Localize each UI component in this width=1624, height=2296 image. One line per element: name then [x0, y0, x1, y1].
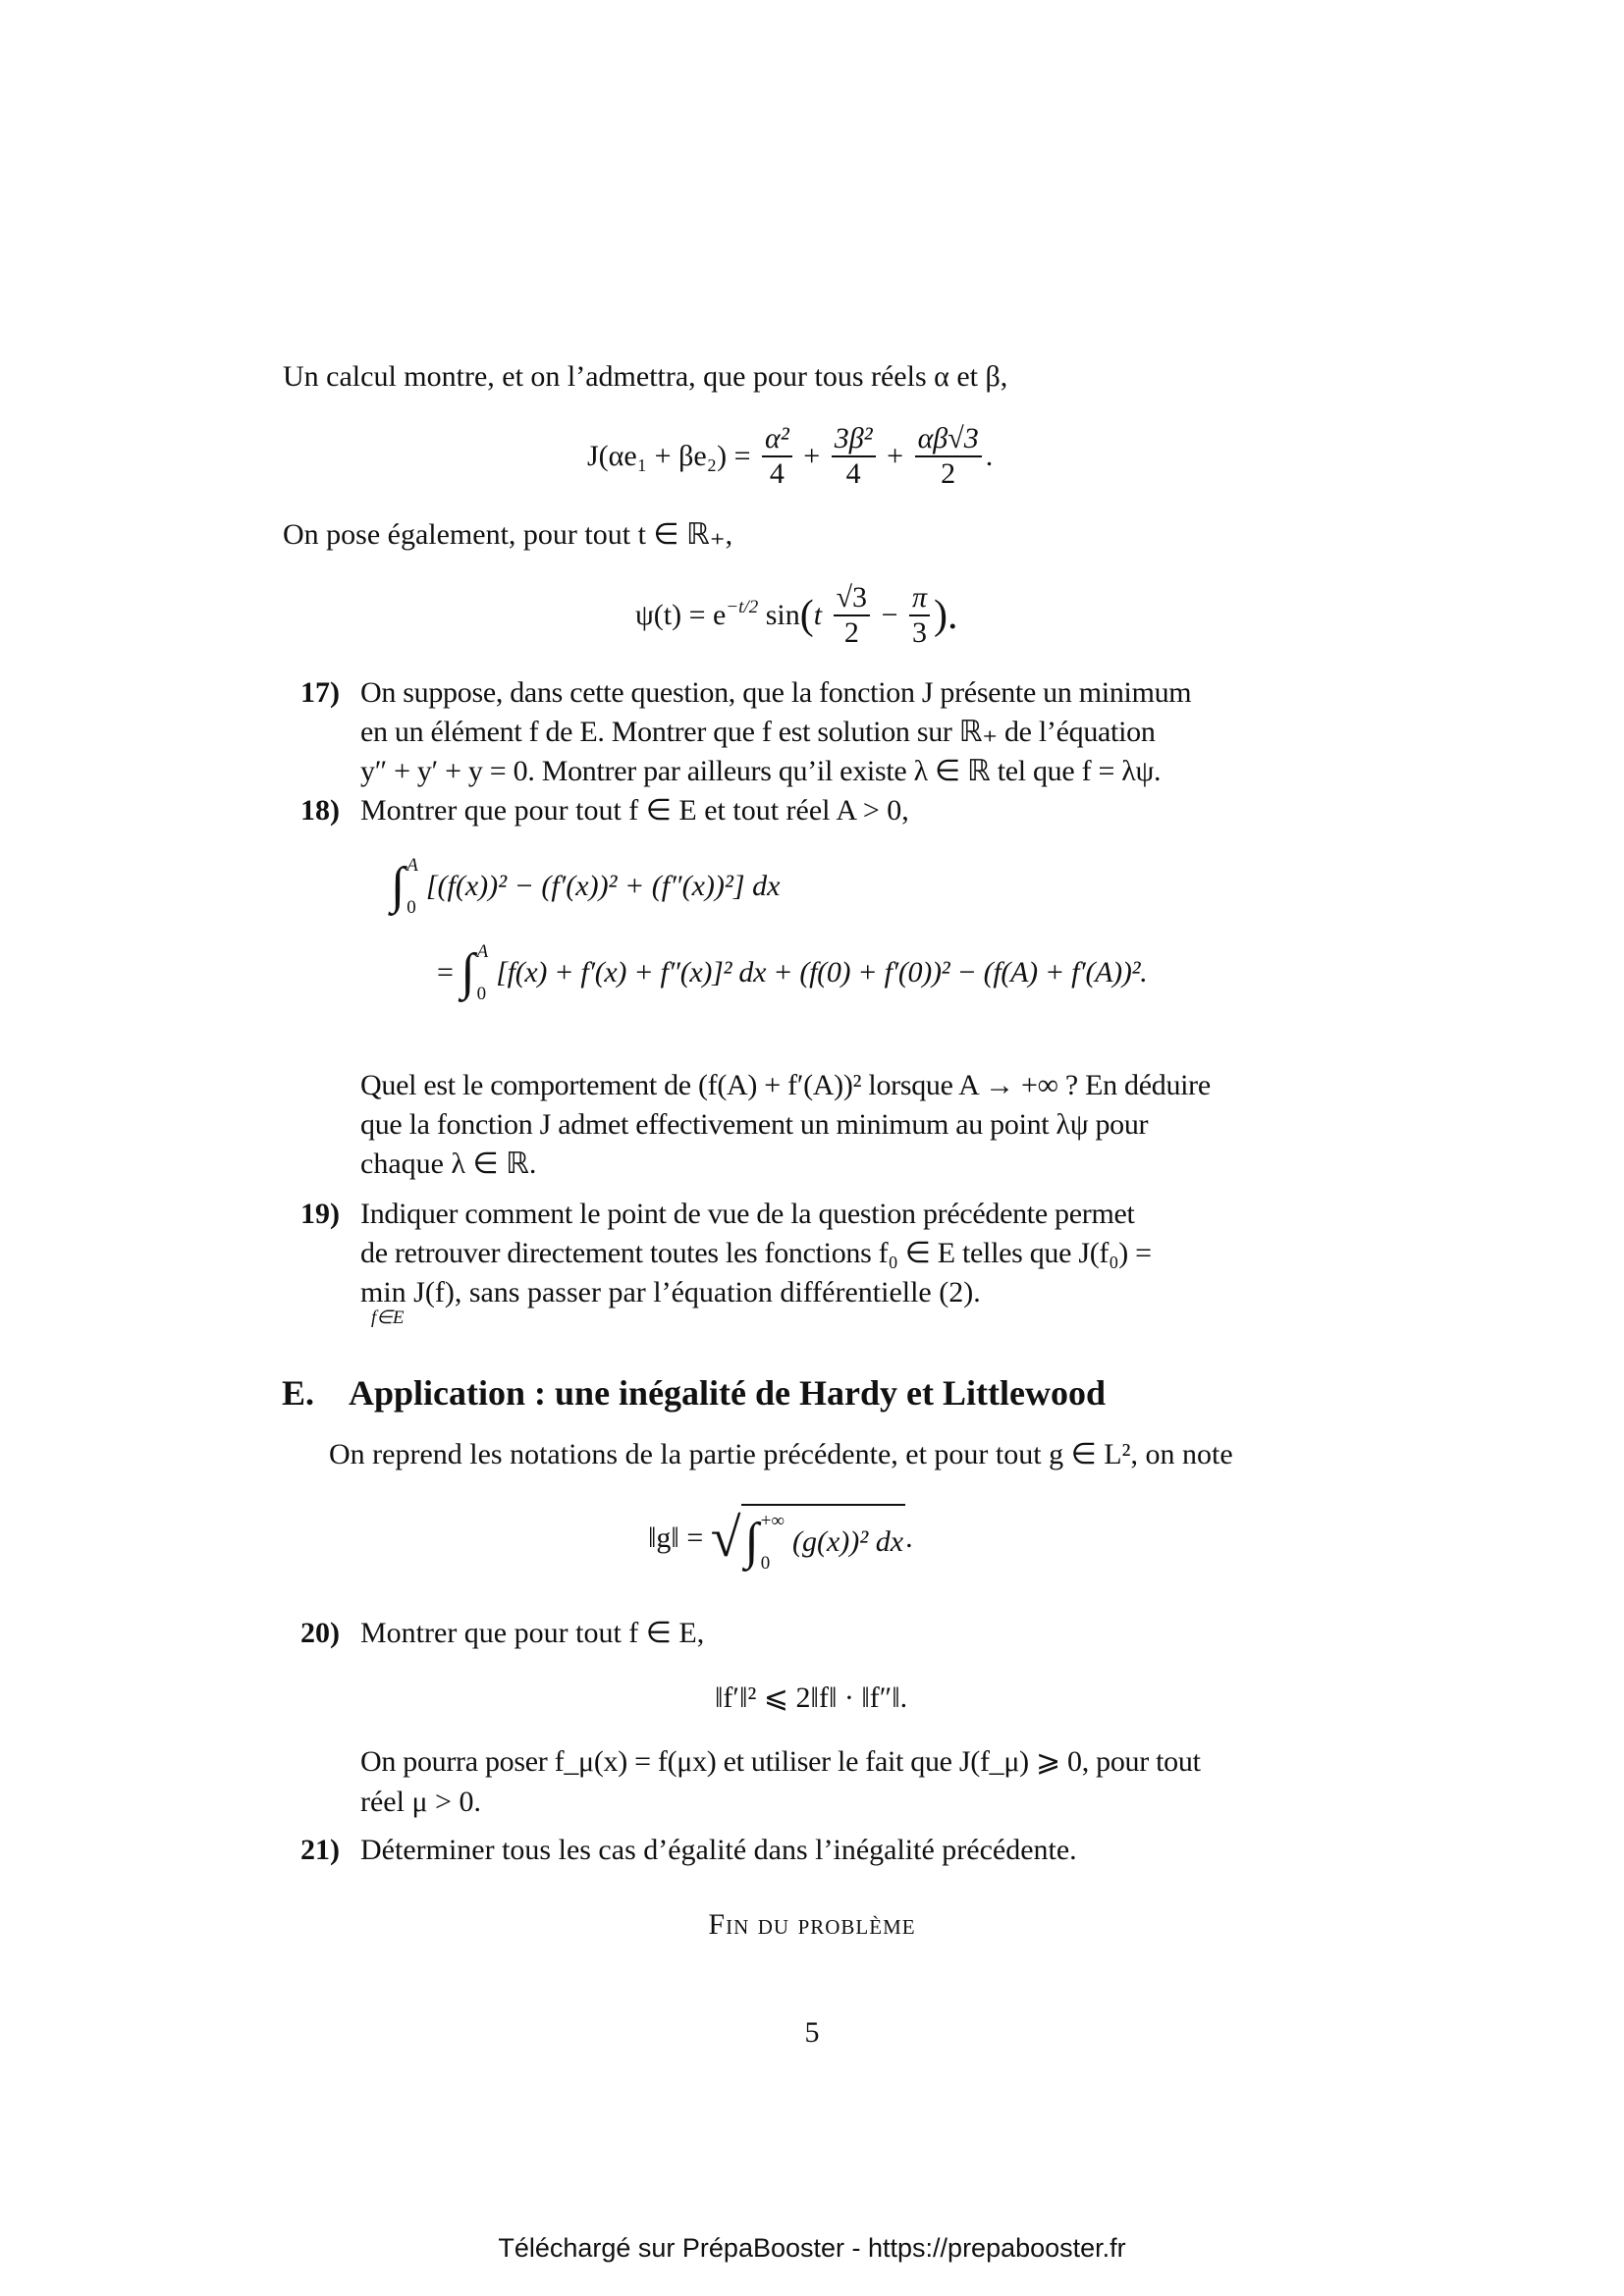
question-number-20: 20)	[300, 1617, 340, 1649]
formula-psi	[635, 581, 958, 650]
integral-group	[745, 1512, 785, 1573]
lower-limit: 0	[476, 984, 487, 1004]
norm-formula	[648, 1504, 913, 1582]
q19-line-3	[360, 1275, 1341, 1332]
fraction-3beta2-over-4	[832, 422, 876, 491]
denominator: 4	[762, 455, 792, 491]
period: .	[905, 1522, 913, 1554]
q19-line-1: Indiquer comment le point de vue de la question précédente permet	[360, 1198, 1135, 1230]
exponent: −t/2	[726, 597, 759, 617]
download-footer: Téléchargé sur PrépaBooster - https://prepabooster.fr	[498, 2233, 1126, 2263]
formula-J	[587, 422, 993, 491]
plus-sign: +	[803, 440, 821, 472]
open-paren: (	[799, 593, 814, 638]
psi-lhs-text: ψ(t) = e	[635, 599, 727, 631]
question-number-17: 17)	[300, 676, 340, 709]
integrand: (g(x))² dx	[792, 1525, 904, 1558]
denominator: 3	[909, 614, 930, 650]
fraction-sqrt3-over-2	[834, 581, 870, 650]
section-heading-E	[282, 1372, 1106, 1414]
numerator: π	[911, 581, 928, 614]
numerator: √3	[836, 581, 868, 614]
section-letter: E.	[282, 1373, 315, 1413]
integral-formula-line-2	[437, 942, 1147, 1009]
q17-line-2: en un élément f de E. Montrer que f est solution sur ℝ₊ de l’équation	[360, 716, 1156, 748]
equals-sign: =	[437, 956, 454, 988]
formula-J-lhs: J(αe₁ + βe₂) =	[587, 440, 751, 472]
q20-inequality: ‖f′‖² ⩽ 2‖f‖ · ‖f″‖.	[715, 1682, 908, 1714]
question-number-18: 18)	[300, 794, 340, 827]
page-number: 5	[804, 2016, 820, 2049]
intro-line-2: On pose également, pour tout t ∈ ℝ₊,	[283, 518, 733, 551]
variable-t: t	[813, 599, 823, 631]
denominator: 4	[832, 455, 876, 491]
upper-limit: +∞	[760, 1511, 785, 1531]
upper-limit: A	[476, 941, 489, 962]
integral-group	[460, 942, 488, 1003]
end-of-problem: Fin du problème	[708, 1908, 916, 1941]
norm-lhs: ‖g‖ =	[648, 1522, 704, 1554]
q18-after-line-2: que la fonction J admet effectivement un minimum au point λψ pour	[360, 1108, 1149, 1141]
integral-limits	[406, 856, 418, 917]
close-paren: ).	[934, 593, 958, 638]
lower-limit: 0	[406, 897, 416, 918]
integral-sign: ∫	[460, 944, 475, 1000]
numerator: α²	[765, 422, 789, 454]
integral-limits	[761, 1512, 785, 1573]
intro-line-1: Un calcul montre, et on l’admettra, que pour tous réels α et β,	[283, 360, 1008, 393]
integral-formula-line-1	[391, 856, 780, 923]
section-title: Application : une inégalité de Hardy et Littlewood	[349, 1373, 1106, 1413]
integral-group	[391, 856, 418, 917]
q18-after-line-3: chaque λ ∈ ℝ.	[360, 1148, 537, 1180]
denominator: 2	[834, 614, 870, 650]
fraction-alpha2-over-4	[762, 422, 792, 491]
radical-icon: √	[710, 1508, 741, 1569]
plus-sign: +	[887, 440, 904, 472]
q18-line-1: Montrer que pour tout f ∈ E et tout réel A > 0,	[360, 794, 909, 827]
q20-line-1: Montrer que pour tout f ∈ E,	[360, 1617, 705, 1649]
q19-line-2: de retrouver directement toutes les fonctions f₀ ∈ E telles que J(f₀) =	[360, 1237, 1152, 1269]
q17-line-3: y″ + y′ + y = 0. Montrer par ailleurs qu’il existe λ ∈ ℝ tel que f = λψ.	[360, 755, 1162, 787]
fraction-pi-over-3	[909, 581, 930, 650]
sin-function: sin	[765, 599, 800, 631]
q17-line-1: On suppose, dans cette question, que la fonction J présente un minimum	[360, 676, 1192, 709]
min-subscript	[371, 1308, 404, 1328]
integrand: [(f(x))² − (f′(x))² + (f″(x))²] dx	[425, 870, 781, 902]
lower-limit: 0	[760, 1553, 771, 1574]
q19-line-3-text: min J(f), sans passer par l’équation différentielle (2).	[360, 1276, 981, 1308]
q20-hint-line-2: réel μ > 0.	[360, 1786, 481, 1818]
question-number-21: 21)	[300, 1834, 340, 1866]
period: .	[985, 440, 994, 472]
numerator: αβ√3	[917, 422, 979, 454]
minus-sign: −	[881, 599, 898, 631]
square-root	[711, 1504, 905, 1573]
denominator: 2	[915, 455, 982, 491]
q21-line-1: Déterminer tous les cas d’égalité dans l’inégalité précédente.	[360, 1834, 1077, 1866]
q20-hint-line-1: On pourra poser f_μ(x) = f(μx) et utiliser le fait que J(f_μ) ⩾ 0, pour tout	[360, 1745, 1201, 1778]
question-number-19: 19)	[300, 1198, 340, 1230]
integral-limits	[477, 942, 489, 1003]
fraction-alphabetasqrt3-over-2	[915, 422, 982, 491]
min-subscript-text: f∈E	[371, 1308, 405, 1328]
numerator: 3β²	[834, 422, 873, 454]
integrand: [f(x) + f′(x) + f″(x)]² dx + (f(0) + f′(0))² − (f(A) + f′(A))².	[496, 956, 1148, 988]
upper-limit: A	[406, 855, 418, 876]
radicand	[741, 1504, 906, 1573]
q18-after-line-1: Quel est le comportement de (f(A) + f′(A))² lorsque A → +∞ ? En déduire	[360, 1069, 1211, 1101]
integral-sign: ∫	[744, 1514, 759, 1570]
section-E-intro: On reprend les notations de la partie précédente, et pour tout g ∈ L², on note	[329, 1438, 1233, 1470]
integral-sign: ∫	[391, 858, 406, 914]
psi-lhs	[635, 599, 758, 631]
